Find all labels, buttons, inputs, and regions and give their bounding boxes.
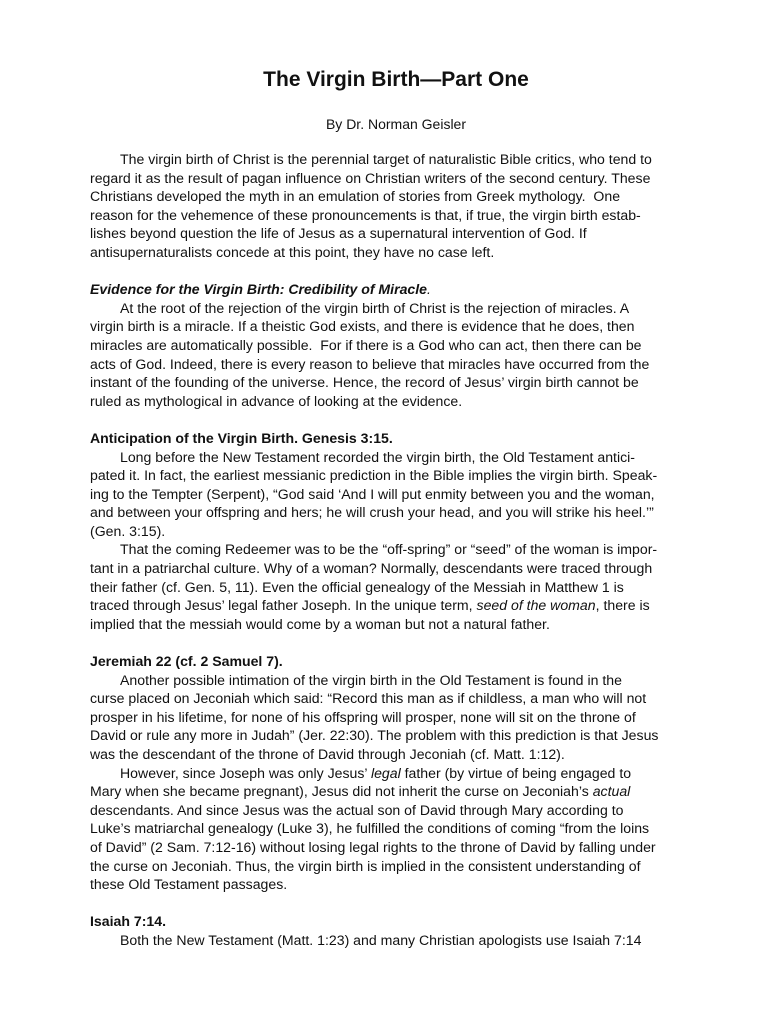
document-body — [90, 150, 702, 950]
body-line — [90, 596, 702, 615]
body-text: , there is — [595, 597, 650, 614]
body-line: Another possible intimation of the virgin birth in the Old Testament is found in the — [120, 671, 622, 688]
body-line: of David” (2 Sam. 7:12-16) without losing legal rights to the throne of David by falling under — [90, 838, 656, 855]
author-byline: By Dr. Norman Geisler — [325, 116, 467, 132]
body-line: instant of the founding of the universe. Hence, the record of Jesus’ virgin birth cannot be — [90, 374, 639, 391]
body-line: Christians developed the myth in an emulation of stories from Greek mythology. One — [90, 188, 621, 205]
body-line: implied that the messiah would come by a woman but not a natural father. — [90, 615, 550, 632]
section-heading — [90, 280, 702, 299]
body-line: the curse on Jeconiah. Thus, the virgin birth is implied in the consistent understanding of — [90, 857, 641, 874]
body-text: Mary when she became pregnant), Jesus did not inherit the curse on Jeconiah’s — [90, 783, 593, 800]
body-line — [90, 782, 702, 801]
body-line: curse placed on Jeconiah which said: “Record this man as if childless, a man who will not — [90, 690, 647, 707]
body-line: David or rule any more in Judah” (Jer. 22:30). The problem with this prediction is that Jesus — [90, 727, 659, 744]
body-line: (Gen. 3:15). — [90, 522, 166, 539]
body-line: pated it. In fact, the earliest messianic prediction in the Bible implies the virgin birth. Speak- — [90, 467, 658, 484]
body-line: Long before the New Testament recorded the virgin birth, the Old Testament antici- — [120, 448, 635, 465]
body-text: father (by virtue of being engaged to — [400, 764, 632, 781]
body-line: antisupernaturalists concede at this point, they have no case left. — [90, 243, 495, 260]
body-line: prosper in his lifetime, for none of his offspring will prosper, none will sit on the throne of — [90, 708, 636, 725]
body-line: At the root of the rejection of the virgin birth of Christ is the rejection of miracles. A — [120, 299, 630, 316]
body-line: was the descendant of the throne of David through Jeconiah (cf. Matt. 1:12). — [90, 746, 565, 762]
body-text: However, since Joseph was only Jesus’ — [120, 764, 371, 781]
body-line: Luke’s matriarchal genealogy (Luke 3), he fulfilled the conditions of coming “from the loins — [90, 820, 650, 837]
emphasis-text: actual — [592, 783, 631, 800]
body-line: their father (cf. Gen. 5, 11). Even the official genealogy of the Messiah in Matthew 1 is — [90, 578, 624, 595]
body-line: tant in a patriarchal culture. Why of a woman? Normally, descendants were traced through — [90, 560, 653, 577]
body-text: traced through Jesus’ legal father Joseph. In the unique term, — [90, 597, 477, 614]
section-heading: Jeremiah 22 (cf. 2 Samuel 7). — [90, 653, 283, 670]
section-heading: Anticipation of the Virgin Birth. Genesis 3:15. — [90, 429, 393, 446]
body-line — [90, 764, 702, 783]
body-line: ing to the Tempter (Serpent), “God said ‘And I will put enmity between you and the woman, — [90, 485, 655, 502]
body-line: That the coming Redeemer was to be the “off-spring” or “seed” of the woman is impor- — [120, 541, 658, 558]
body-line: acts of God. Indeed, there is every reason to believe that miracles have occurred from the — [90, 355, 650, 372]
section-heading-suffix: . — [427, 281, 431, 298]
emphasis-text: seed of the woman — [476, 597, 596, 614]
body-line: reason for the vehemence of these pronouncements is that, if true, the virgin birth estab- — [90, 206, 641, 223]
body-line: miracles are automatically possible. For if there is a God who can act, then there can be — [90, 336, 642, 353]
section-heading-text: Evidence for the Virgin Birth: Credibility of Miracle — [90, 281, 427, 298]
document-title: The Virgin Birth—Part One — [263, 68, 529, 91]
body-line: descendants. And since Jesus was the actual son of David through Mary according to — [90, 801, 624, 818]
emphasis-text: legal — [370, 764, 401, 781]
body-line: regard it as the result of pagan influence on Christian writers of the second century. These — [90, 169, 651, 186]
body-line: lishes beyond question the life of Jesus as a supernatural intervention of God. If — [90, 225, 587, 242]
body-line: these Old Testament passages. — [90, 876, 288, 893]
body-line: and between your offspring and hers; he will crush your head, and you will strike his heel.’” — [90, 504, 654, 521]
body-line: The virgin birth of Christ is the perennial target of naturalistic Bible critics, who tend to — [120, 151, 652, 167]
body-line: virgin birth is a miracle. If a theistic God exists, and there is evidence that he does, then — [90, 318, 635, 335]
body-line: ruled as mythological in advance of looking at the evidence. — [90, 392, 463, 409]
section-heading: Isaiah 7:14. — [90, 913, 166, 930]
body-line: Both the New Testament (Matt. 1:23) and many Christian apologists use Isaiah 7:14 — [120, 931, 642, 948]
